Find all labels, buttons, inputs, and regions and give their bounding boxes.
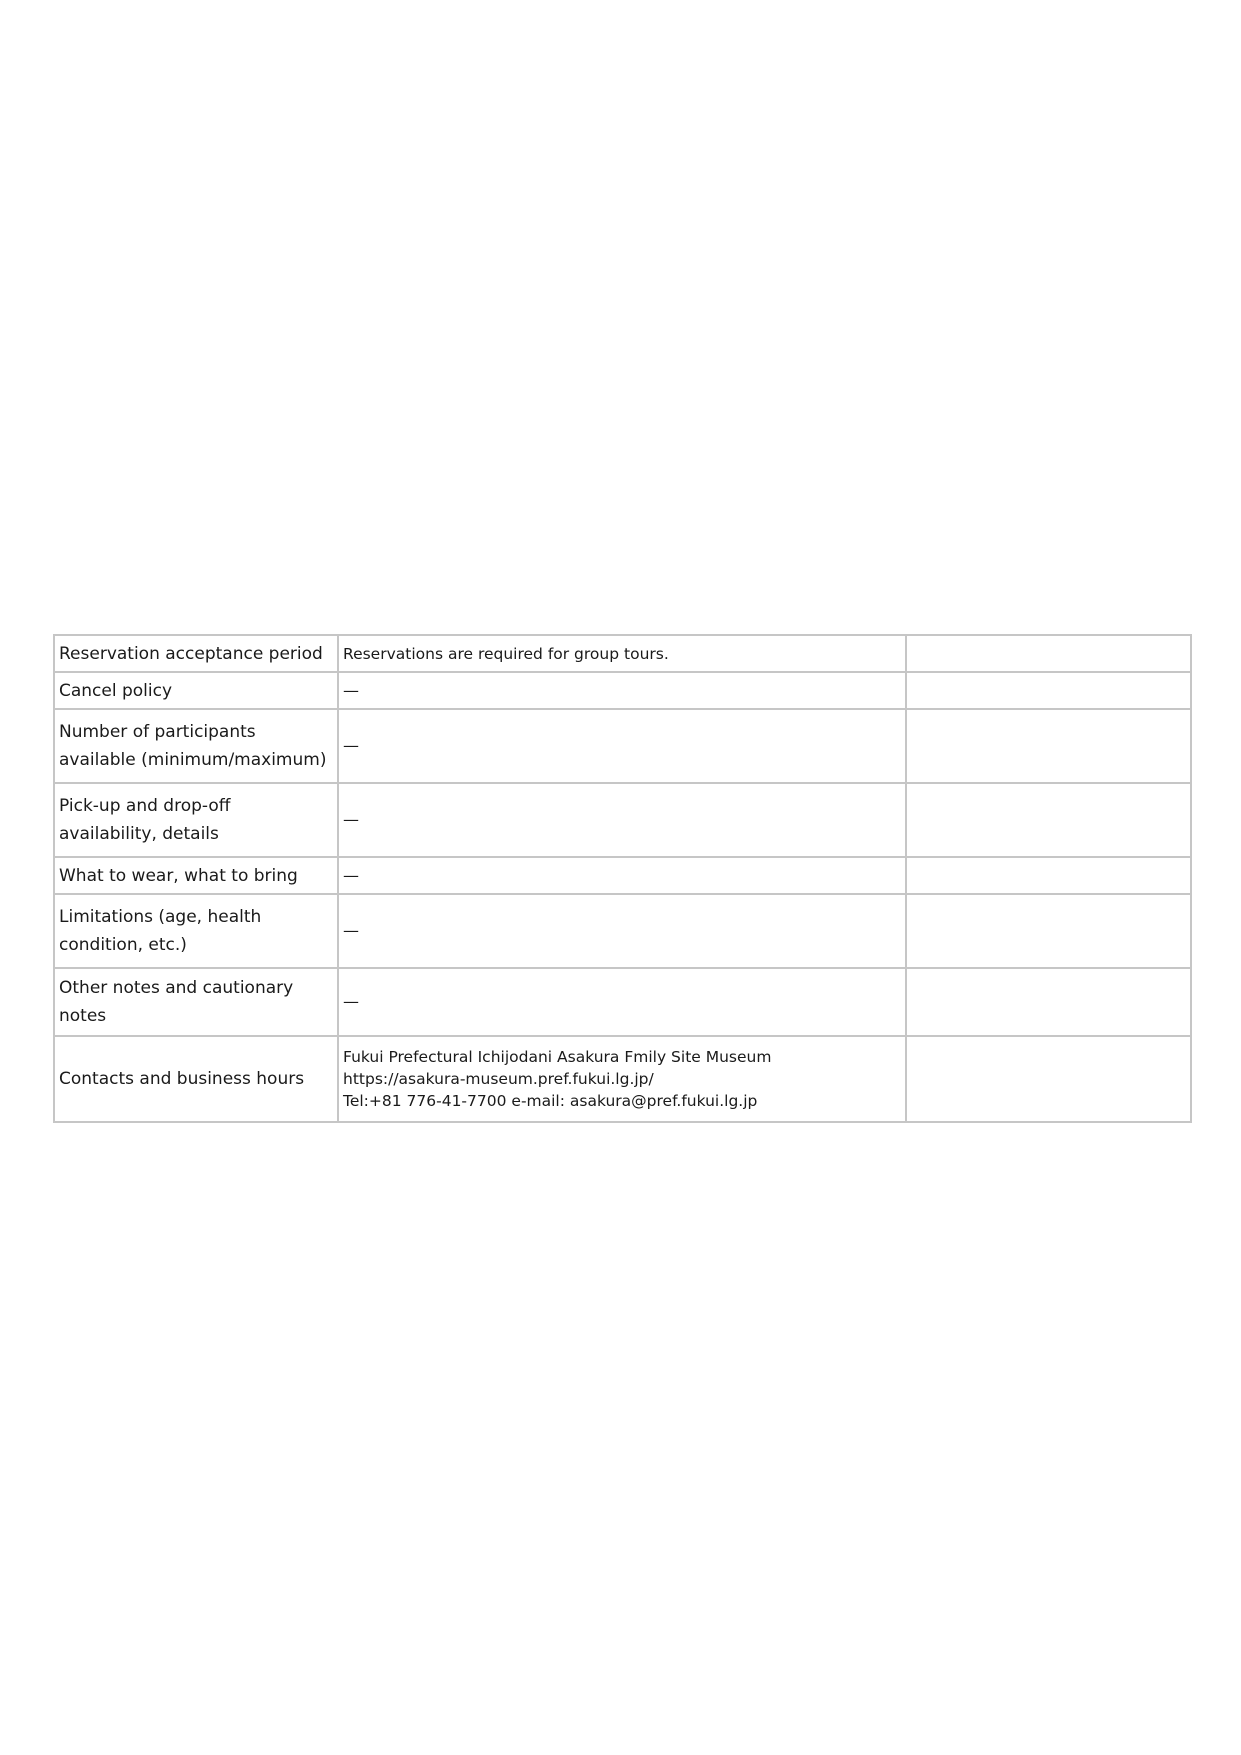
row-label: Limitations (age, health condition, etc.) xyxy=(54,894,338,968)
row-value: — xyxy=(338,783,906,857)
row-value: Reservations are required for group tours. xyxy=(338,635,906,672)
table-row xyxy=(54,894,1191,968)
table-row xyxy=(54,968,1191,1036)
row-extra xyxy=(906,968,1191,1036)
row-extra xyxy=(906,709,1191,783)
row-label: Number of participants available (minimum/maximum) xyxy=(54,709,338,783)
table-row xyxy=(54,635,1191,672)
row-extra xyxy=(906,857,1191,894)
table-row xyxy=(54,709,1191,783)
row-label: Other notes and cautionary notes xyxy=(54,968,338,1036)
row-extra xyxy=(906,635,1191,672)
table-row xyxy=(54,1036,1191,1122)
row-extra xyxy=(906,894,1191,968)
row-label: Pick-up and drop-off availability, details xyxy=(54,783,338,857)
contact-details xyxy=(338,1036,906,1122)
row-label: What to wear, what to bring xyxy=(54,857,338,894)
contact-museum-name: Fukui Prefectural Ichijodani Asakura Fmily Site Museum xyxy=(343,1048,772,1066)
table-row xyxy=(54,783,1191,857)
row-value: — xyxy=(338,672,906,709)
row-value: — xyxy=(338,968,906,1036)
tour-info-table xyxy=(53,634,1192,1123)
table-row xyxy=(54,672,1191,709)
row-value: — xyxy=(338,857,906,894)
row-extra xyxy=(906,672,1191,709)
row-label: Cancel policy xyxy=(54,672,338,709)
contact-website-url: https://asakura-museum.pref.fukui.lg.jp/ xyxy=(343,1070,654,1088)
row-extra xyxy=(906,783,1191,857)
row-extra xyxy=(906,1036,1191,1122)
row-label: Contacts and business hours xyxy=(54,1036,338,1122)
row-value: — xyxy=(338,894,906,968)
row-value: — xyxy=(338,709,906,783)
row-label: Reservation acceptance period xyxy=(54,635,338,672)
table-row xyxy=(54,857,1191,894)
contact-phone-email: Tel:+81 776-41-7700 e-mail: asakura@pref.fukui.lg.jp xyxy=(343,1092,758,1110)
